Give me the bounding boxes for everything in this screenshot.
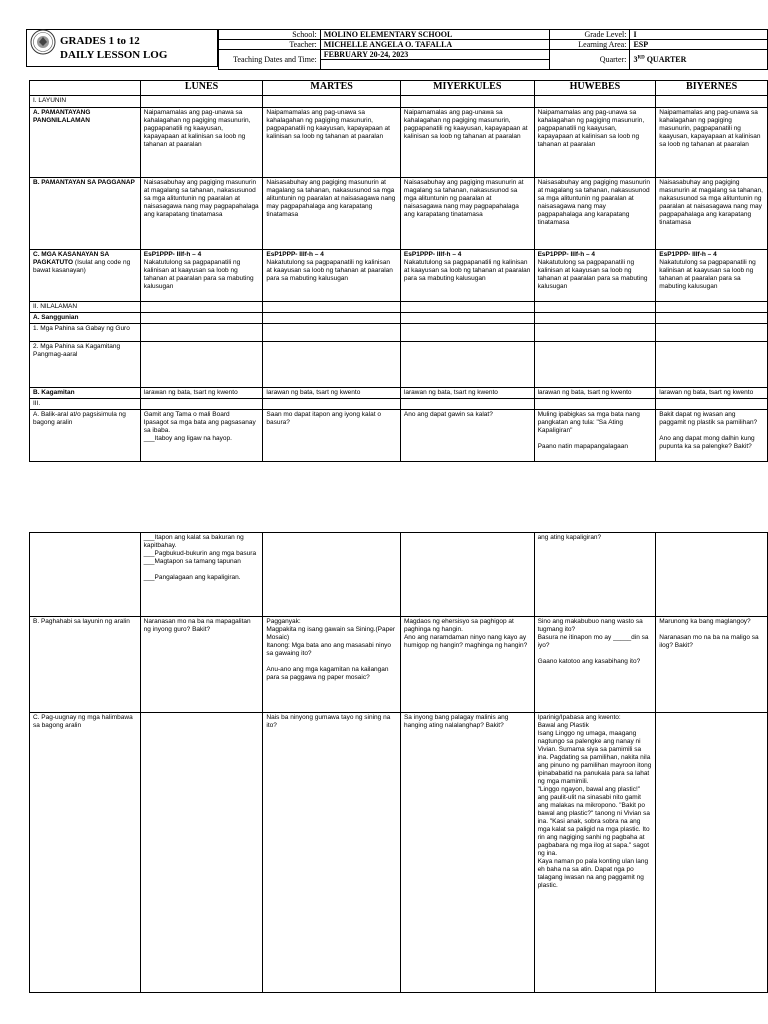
paghahabi-label: B. Paghahabi sa layunin ng aralin <box>30 617 141 713</box>
kasanayan-code: EsP1PPP- IIIf-h – 4 <box>266 251 324 258</box>
pangnilalaman-cell: Naipamamalas ang pag-unawa sa kahalagahan ng pagiging masunurin, pagpapanatili ng kaayusan, kapayapaan at kalinisan sa loob ng tahanan at paaralan <box>534 108 656 178</box>
kasanayan-cell <box>400 250 534 302</box>
school-label: School: <box>219 30 321 40</box>
pagganap-row <box>30 178 768 250</box>
pag-uugnay-row <box>30 713 768 993</box>
balik-miyerkules: Ano ang dapat gawin sa kalat? <box>400 410 534 462</box>
sanggunian-row <box>30 313 768 324</box>
day-header: MIYERKULES <box>400 81 534 96</box>
layunin-label: I. LAYUNIN <box>30 96 141 108</box>
time-value <box>320 60 549 70</box>
area-label: Learning Area: <box>549 40 630 50</box>
balik-label: A. Balik-aral at/o pagsisimula ng bagong aralin <box>30 410 141 462</box>
kasanayan-code: EsP1PPP- IIIf-h – 4 <box>403 251 462 258</box>
balik-continued-row <box>30 533 768 617</box>
kasanayan-label-cell <box>30 250 141 302</box>
paghahabi-huwebes: Sino ang makabubuo nang wasto sa tugmang ito? Basura ne itinapon mo ay _____din sa iyo? Gaano katotoo ang kasabihang ito? <box>534 617 656 713</box>
kagamitang-row <box>30 342 768 388</box>
gabay-row <box>30 324 768 342</box>
layunin-row <box>30 96 768 108</box>
quarter-word: QUARTER <box>644 55 687 64</box>
balik-row <box>30 410 768 462</box>
kasanayan-cell <box>140 250 263 302</box>
kagamitan-cell: larawan ng bata, tsart ng kwento <box>534 388 656 399</box>
kasanayan-code: EsP1PPP- IIIf-h – 4 <box>143 251 202 258</box>
quarter-num: 3 <box>633 55 638 64</box>
kasanayan-text: Nakatutulong sa pagpapanatili ng kalinisan at kaayusan sa loob ng tahanan at paaralan para sa mabuting kalusugan <box>537 259 648 290</box>
balik-huwebes: Muling ipabigkas sa mga bata nang pangkatan ang tula: "Sa Ating Kapaligiran" Paano natin mapapangalagaan <box>534 410 656 462</box>
grade-value: I <box>630 30 768 40</box>
pagganap-cell: Naisasabuhay ang pagiging masunurin at magalang sa tahanan, nakasusunod sa mga alituntunin ng paaralan at naisasagawa nang may pagpapahalaga ang karapatang tinatamasa <box>400 178 534 250</box>
balik-biyernes: Bakit dapat ng iwasan ang paggamit ng plastik sa pamilihan? Ano ang dapat mong dalhin kung pupunta ka sa palengke? Bakit? <box>656 410 768 462</box>
pagganap-cell: Naisasabuhay ang pagiging masunurin at magalang sa tahanan, nakasusunod sa mga alituntunin ng paaralan at naisasagawa nang may pagpapahalaga ang karapatang tinatamasa <box>656 178 768 250</box>
day-header-row <box>30 81 768 96</box>
sanggunian-label: A. Sanggunian <box>30 313 141 324</box>
pag-uugnay-label: C. Pag-uugnay ng mga halimbawa sa bagong aralin <box>30 713 141 993</box>
grade-label: Grade Level: <box>549 30 630 40</box>
pagganap-cell: Naisasabuhay ang pagiging masunurin at magalang sa tahanan, nakasusunod sa mga alituntunin ng paaralan at naisasagawa nang may pagpapahalaga ang karapatang tinatamasa <box>263 178 401 250</box>
pangnilalaman-cell: Naipamamalas ang pag-unawa sa kahalagahan ng pagiging masunurin, pagpapanatili ng kaayusan, kapayapaan at kalinisan sa loob ng tahanan at paaralan <box>656 108 768 178</box>
iii-label: III. <box>30 399 141 410</box>
page-two <box>0 532 768 1024</box>
kasanayan-cell <box>534 250 656 302</box>
kasanayan-code: EsP1PPP- IIIf-h – 4 <box>537 251 596 258</box>
teacher-label: Teacher: <box>219 40 321 50</box>
quarter-sup: RD <box>637 55 645 61</box>
kasanayan-text: Nakatutulong sa pagpapanatili ng kalinisan at kaayusan sa loob ng tahanan at paaralan para sa mabuting kalusugan <box>403 259 531 282</box>
balik-huwebes-continued: ang ating kapaligiran? <box>534 533 656 617</box>
quarter-value <box>630 50 768 70</box>
kagamitan-cell: larawan ng bata, tsart ng kwento <box>140 388 263 399</box>
lesson-log-table-continued <box>29 532 768 993</box>
paghahabi-biyernes: Marunong ka bang maglangoy? Naranasan mo na ba na maligo sa ilog? Bakit? <box>656 617 768 713</box>
pangnilalaman-cell: Naipamamalas ang pag-unawa sa kahalagahan ng pagiging masunurin, pagpapanatili ng kaayusan, kapayapaan at kalinisan sa loob ng tahanan at paaralan <box>140 108 263 178</box>
day-header: BIYERNES <box>656 81 768 96</box>
balik-lunes-continued: ___Itapon ang kalat sa bakuran ng kapitbahay. ___Pagbukud-bukurin ang mga basura ___Magtapon sa tamang tapunan ___Pangalagaan ang kapaligiran. <box>140 533 263 617</box>
area-value: ESP <box>630 40 768 50</box>
pag-uugnay-huwebes: Iparinig/Ipabasa ang kwento: Bawal ang Plastik Isang Linggo ng umaga, maagang nagtungo sa palengke ang nanay ni Vivian. Sumama siya sa pamimili sa ina. Pagdating sa pamilihan, nakita nila ang pinuno ng pamilihan mayroon itong ipinababatid na panukala para sa lahat ng mga mamimili. "Linggo ngayon, bawal ang plastic!" ang paulit-ulit na sinasabi nito gamit ang malakas na mikropono. "Bakit po bawal ang plastic?" tanong ni Vivian sa ina. "Kasi anak, sobra sobra na ang mga kalat sa paligid na mga plastic. Ito rin ang nagiging sanhi ng pagbaha at pagbabara ng mga ilog at sapa." sagot ng ina. Kaya naman po pala konting ulan lang eh baha na sa atin. Dapat nga po talagang iwasan na ang paggamit ng plastic. <box>534 713 656 993</box>
pag-uugnay-miyerkules: Sa inyong bang palagay malinis ang hanging ating nalalanghap? Bakit? <box>400 713 534 993</box>
pangnilalaman-label: A. PAMANTAYANG PANGNILALAMAN <box>30 108 141 178</box>
day-header: LUNES <box>140 81 263 96</box>
dates-label: Teaching Dates and Time: <box>219 50 321 70</box>
pag-uugnay-martes: Nais ba ninyong gumawa tayo ng sining na ito? <box>263 713 401 993</box>
balik-lunes: Gamit ang Tama o mali Board Ipasagot sa mga bata ang pagsasanay sa ibaba. ___Itaboy ang ligaw na hayop. <box>140 410 263 462</box>
dates-value: FEBRUARY 20-24, 2023 <box>320 50 549 60</box>
teacher-value: MICHELLE ANGELA O. TAFALLA <box>320 40 549 50</box>
kasanayan-label: C. MGA KASANAYAN SA PAGKATUTO <box>33 251 109 266</box>
gabay-label: 1. Mga Pahina sa Gabay ng Guro <box>30 324 141 342</box>
title-dll: DAILY LESSON LOG <box>60 49 168 61</box>
day-header: MARTES <box>263 81 401 96</box>
pagganap-cell: Naisasabuhay ang pagiging masunurin at magalang sa tahanan, nakasusunod sa mga alituntunin ng paaralan at naisasagawa nang may pagpapahalaga ang karapatang tinatamasa <box>534 178 656 250</box>
pangnilalaman-cell: Naipamamalas ang pag-unawa sa kahalagahan ng pagiging masunurin, pagpapanatili ng kaayusan, kapayapaan at kalinisan sa loob ng tahanan at paaralan <box>263 108 401 178</box>
kagamitan-label: B. Kagamitan <box>30 388 141 399</box>
paghahabi-martes: Pagganyak: Magpakita ng isang gawain sa Sining.(Paper Mosaic) Itanong: Mga bata ano ang masasabi ninyo sa gawaing ito? Anu-ano ang mga kagamitan na kailangan para sa paggawa ng paper mosaic? <box>263 617 401 713</box>
kasanayan-cell <box>656 250 768 302</box>
corner-cell <box>30 81 141 96</box>
kagamitan-row <box>30 388 768 399</box>
pangnilalaman-row <box>30 108 768 178</box>
kasanayan-text: Nakatutulong sa pagpapanatili ng kalinisan at kaayusan sa loob ng tahanan at paaralan para sa mabuting kalusugan <box>659 259 756 290</box>
kagamitan-cell: larawan ng bata, tsart ng kwento <box>656 388 768 399</box>
paghahabi-lunes: Naranasan mo na ba na mapagalitan ng inyong guro? Bakit? <box>140 617 263 713</box>
header-info-table <box>218 29 768 70</box>
paghahabi-miyerkules: Magdaos ng ehersisyo sa paghigop at paghinga ng hangin. Ano ang naramdaman ninyo nang kayo ay humigop ng hangin? maghinga ng hangin? <box>400 617 534 713</box>
kasanayan-cell <box>263 250 401 302</box>
quarter-label: Quarter: <box>549 50 630 70</box>
page-one <box>0 0 768 472</box>
pagganap-cell: Naisasabuhay ang pagiging masunurin at magalang sa tahanan, nakasusunod sa mga alituntunin ng paaralan at naisasagawa nang may pagpapahalaga ang karapatang tinatamasa <box>140 178 263 250</box>
kasanayan-text: Nakatutulong sa pagpapanatili ng kalinisan at kaayusan sa loob ng tahanan at paaralan para sa mabuting kalusugan <box>143 259 254 290</box>
paghahabi-row <box>30 617 768 713</box>
school-value: MOLINO ELEMENTARY SCHOOL <box>320 30 549 40</box>
kagamitan-cell: larawan ng bata, tsart ng kwento <box>400 388 534 399</box>
day-header: HUWEBES <box>534 81 656 96</box>
pagganap-label: B. PAMANTAYAN SA PAGGANAP <box>30 178 141 250</box>
balik-martes: Saan mo dapat itapon ang iyong kalat o basura? <box>263 410 401 462</box>
kagamitang-label: 2. Mga Pahina sa Kagamitang Pangmag-aaral <box>30 342 141 388</box>
nilalaman-row <box>30 302 768 313</box>
deped-seal-icon <box>30 29 56 55</box>
iii-row <box>30 399 768 410</box>
kasanayan-code: EsP1PPP- IIIf-h – 4 <box>659 251 717 258</box>
kasanayan-note: (Isulat ang code ng bawat kasanayan) <box>33 259 131 274</box>
title-grades: GRADES 1 to 12 <box>60 35 140 47</box>
lesson-log-table <box>29 80 768 462</box>
kagamitan-cell: larawan ng bata, tsart ng kwento <box>263 388 401 399</box>
kasanayan-row <box>30 250 768 302</box>
nilalaman-label: II. NILALAMAN <box>30 302 141 313</box>
kasanayan-text: Nakatutulong sa pagpapanatili ng kalinisan at kaayusan sa loob ng tahanan at paaralan para sa mabuting kalusugan <box>266 259 393 282</box>
pangnilalaman-cell: Naipamamalas ang pag-unawa sa kahalagahan ng pagiging masunurin, pagpapanatili ng kaayusan, kapayapaan at kalinisan sa loob ng tahanan at paaralan <box>400 108 534 178</box>
